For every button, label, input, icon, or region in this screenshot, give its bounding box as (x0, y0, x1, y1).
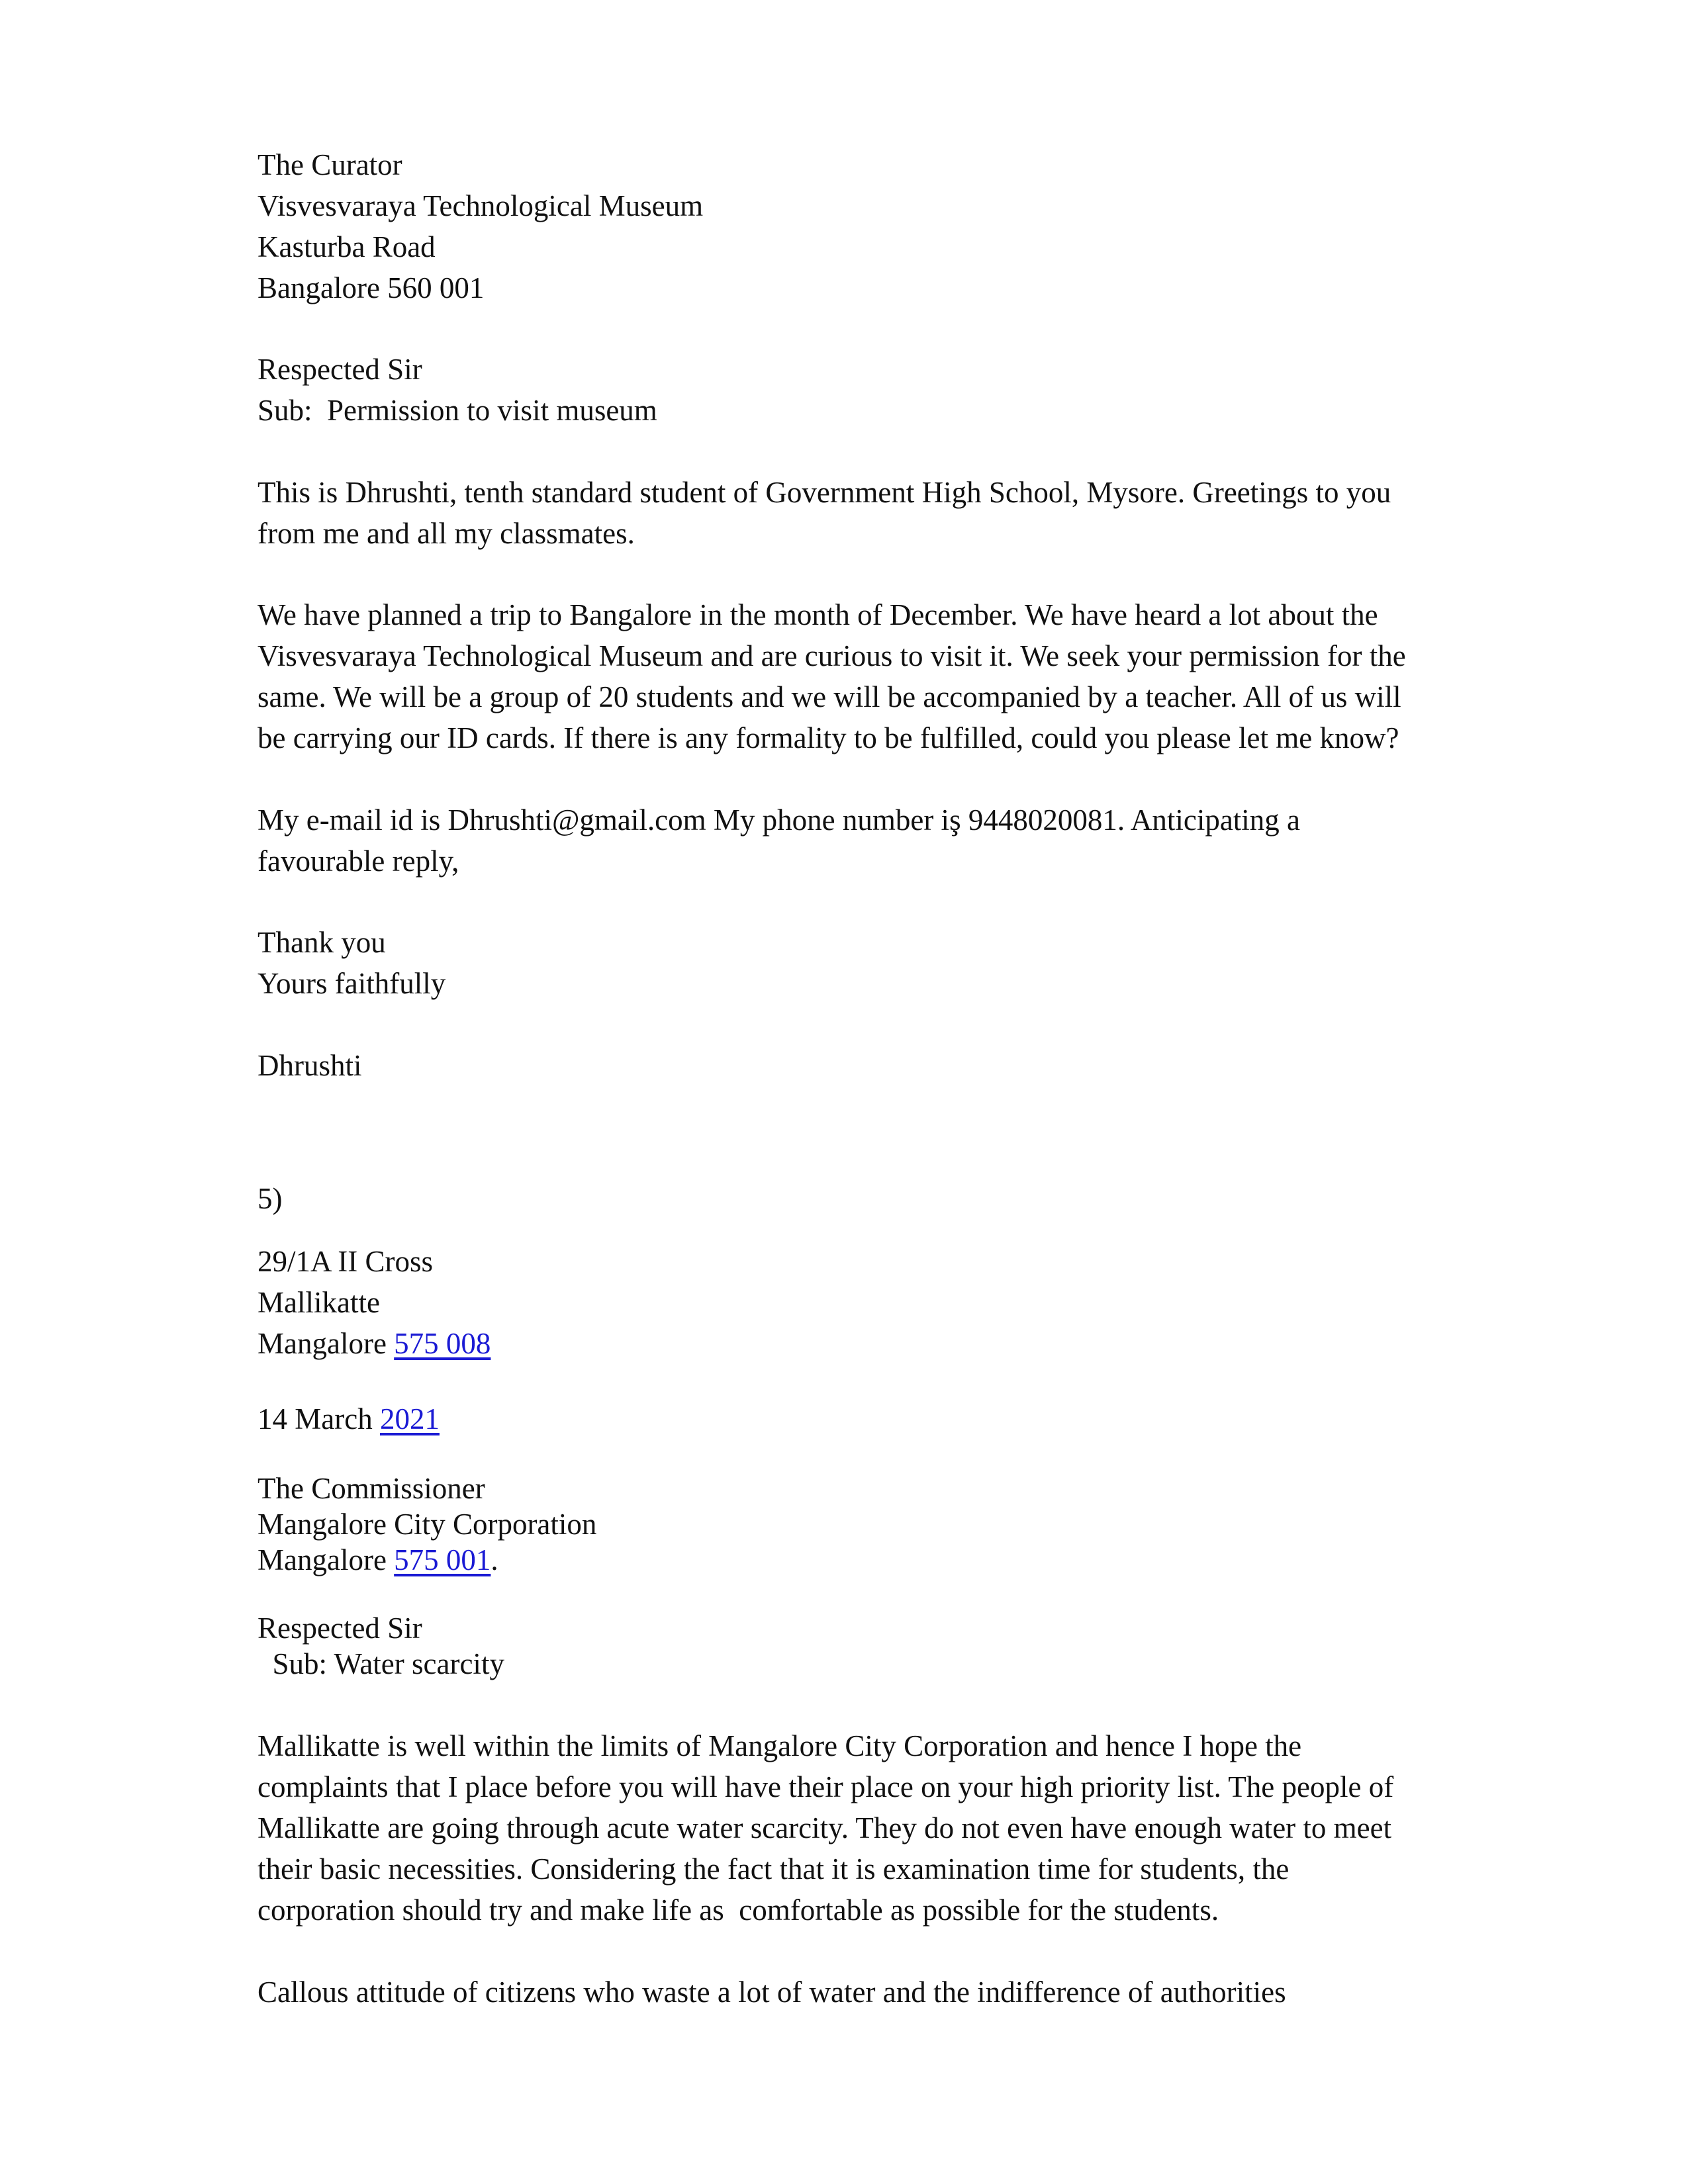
body-paragraph-2-line-3: same. We will be a group of 20 students and we will be accompanied by a teacher. All of us will (258, 680, 1401, 713)
subject-line: Sub: Permission to visit museum (258, 394, 657, 427)
closing-line: Yours faithfully (258, 967, 446, 1000)
letter-date (258, 1398, 440, 1439)
subject-line-2: Sub: Water scarcity (258, 1647, 504, 1680)
date-year-link[interactable]: 2021 (379, 1402, 440, 1435)
body-paragraph-1-line-2: from me and all my classmates. (258, 517, 635, 550)
recipient2-line-2: Mangalore City Corporation (258, 1508, 597, 1541)
body-paragraph-2-line-2: Visvesvaraya Technological Museum and are curious to visit it. We seek your permission for the (258, 639, 1406, 672)
salutation: Respected Sir (258, 353, 422, 386)
salutation-2: Respected Sir (258, 1612, 422, 1645)
letter2-paragraph-1-line-1: Mallikatte is well within the limits of Mangalore City Corporation and hence I hope the (258, 1729, 1302, 1762)
sender-address-line-1: 29/1A II Cross (258, 1245, 434, 1278)
letter2-paragraph-1-line-2: complaints that I place before you will have their place on your high priority list. The people of (258, 1770, 1394, 1803)
sender-address-line-3 (258, 1323, 491, 1364)
recipient2-pin-link[interactable]: 575 001 (394, 1543, 491, 1576)
recipient-line-1: The Curator (258, 148, 402, 181)
body-paragraph-3-line-2: favourable reply, (258, 844, 459, 878)
thanks-line: Thank you (258, 926, 386, 959)
question-number: 5) (258, 1182, 283, 1215)
signature-name: Dhrushti (258, 1049, 362, 1082)
recipient2-city: Mangalore (258, 1543, 395, 1576)
sender-address-line-2: Mallikatte (258, 1286, 380, 1319)
body-paragraph-1-line-1: This is Dhrushti, tenth standard student of Government High School, Mysore. Greetings to you (258, 476, 1391, 509)
recipient-line-2: Visvesvaraya Technological Museum (258, 189, 704, 222)
letter2-paragraph-1-line-3: Mallikatte are going through acute water scarcity. They do not even have enough water to meet (258, 1811, 1392, 1844)
body-paragraph-3-line-1: My e-mail id is Dhrushti@gmail.com My phone number iş 9448020081. Anticipating a (258, 803, 1301, 837)
letter2-paragraph-2-line-1: Callous attitude of citizens who waste a lot of water and the indifference of authorities (258, 1976, 1286, 2009)
body-paragraph-2-line-1: We have planned a trip to Bangalore in the month of December. We have heard a lot about the (258, 598, 1378, 631)
date-day-month: 14 March (258, 1402, 380, 1435)
letter2-paragraph-1-line-4: their basic necessities. Considering the fact that it is examination time for students, the (258, 1852, 1289, 1886)
sender-city: Mangalore (258, 1327, 395, 1360)
recipient-line-3: Kasturba Road (258, 230, 436, 263)
recipient-line-4: Bangalore 560 001 (258, 271, 485, 304)
recipient2-line-1: The Commissioner (258, 1472, 485, 1505)
body-paragraph-2-line-4: be carrying our ID cards. If there is any formality to be fulfilled, could you please let me know? (258, 721, 1399, 754)
sender-pin-link[interactable]: 575 008 (394, 1327, 491, 1360)
letter2-paragraph-1-line-5: corporation should try and make life as comfortable as possible for the students. (258, 1893, 1219, 1927)
recipient2-line-3 (258, 1539, 498, 1580)
recipient2-period: . (491, 1543, 498, 1576)
